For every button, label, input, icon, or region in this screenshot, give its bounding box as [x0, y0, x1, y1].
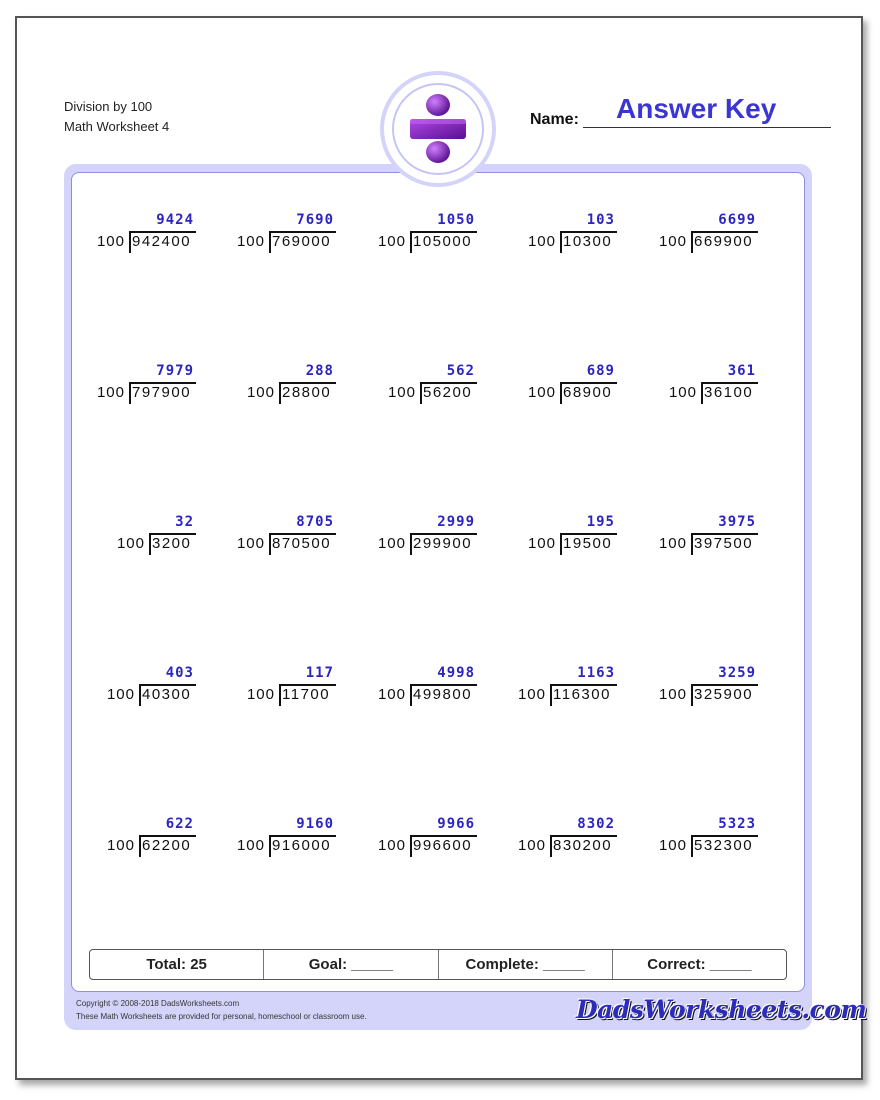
divisor: 100 — [517, 686, 546, 703]
division-problem — [372, 816, 477, 866]
divisor: 100 — [668, 384, 697, 401]
divisor: 100 — [96, 233, 125, 250]
quotient-answer: 361 — [727, 363, 756, 379]
divisor: 100 — [658, 837, 687, 854]
name-field — [530, 90, 832, 130]
dividend: 36100 — [704, 384, 754, 401]
score-correct: Correct: _____ — [647, 956, 752, 973]
answer-key-label: Answer Key — [616, 93, 777, 124]
dividend: 916000 — [272, 837, 332, 854]
dividend: 40300 — [142, 686, 192, 703]
quotient-answer: 4998 — [437, 665, 475, 681]
divisor: 100 — [527, 535, 556, 552]
division-problem — [653, 212, 758, 262]
dividend: 996600 — [413, 837, 473, 854]
divisor: 100 — [246, 384, 275, 401]
quotient-answer: 9424 — [156, 212, 194, 228]
division-problem — [241, 665, 336, 715]
divisor: 100 — [106, 837, 135, 854]
dividend: 532300 — [694, 837, 754, 854]
divisor: 100 — [527, 384, 556, 401]
score-table — [89, 949, 787, 980]
quotient-answer: 32 — [175, 514, 194, 530]
dividend: 10300 — [563, 233, 613, 250]
quotient-answer: 9160 — [296, 816, 334, 832]
dividend: 11700 — [282, 686, 331, 703]
dividend: 870500 — [272, 535, 332, 552]
dividend: 797900 — [132, 384, 192, 401]
dividend: 3200 — [152, 535, 192, 552]
logo-badge — [380, 71, 496, 187]
quotient-answer: 1163 — [577, 665, 615, 681]
divisor: 100 — [377, 233, 406, 250]
divisor: 100 — [246, 686, 275, 703]
dividend: 325900 — [694, 686, 754, 703]
quotient-answer: 1050 — [437, 212, 475, 228]
dividend: 942400 — [132, 233, 192, 250]
division-problem — [372, 212, 477, 262]
divisor: 100 — [236, 535, 265, 552]
divisor: 100 — [658, 686, 687, 703]
quotient-answer: 622 — [165, 816, 194, 832]
dividend: 499800 — [413, 686, 473, 703]
division-problem — [653, 816, 758, 866]
quotient-answer: 403 — [165, 665, 194, 681]
dividend: 830200 — [553, 837, 613, 854]
worksheet-title — [64, 97, 169, 137]
quotient-answer: 288 — [305, 363, 334, 379]
division-problem — [382, 363, 477, 413]
divisor: 100 — [658, 233, 687, 250]
dividend: 669900 — [694, 233, 754, 250]
division-problem — [372, 514, 477, 564]
division-problem — [512, 816, 617, 866]
divisor: 100 — [96, 384, 125, 401]
quotient-answer: 689 — [586, 363, 615, 379]
quotient-answer: 8705 — [296, 514, 334, 530]
dividend: 105000 — [413, 233, 473, 250]
divisor: 100 — [377, 535, 406, 552]
dividend: 116300 — [553, 686, 611, 703]
quotient-answer: 3259 — [718, 665, 756, 681]
usage-notice: These Math Worksheets are provided for personal, homeschool or classroom use. — [76, 1012, 367, 1021]
division-problem — [91, 363, 196, 413]
division-problem — [101, 816, 196, 866]
title-line-2: Math Worksheet 4 — [64, 119, 170, 134]
quotient-answer: 6699 — [718, 212, 756, 228]
dividend: 299900 — [413, 535, 473, 552]
divisor: 100 — [116, 535, 145, 552]
divisor: 100 — [517, 837, 546, 854]
division-sign-icon — [384, 75, 492, 183]
divisor: 100 — [387, 384, 416, 401]
score-total: Total: 25 — [90, 950, 264, 979]
title-line-1: Division by 100 — [64, 99, 153, 114]
brand-logo: DadsWorksheets.com — [576, 995, 867, 1024]
division-problem — [522, 212, 617, 262]
division-problem — [653, 514, 758, 564]
quotient-answer: 2999 — [437, 514, 475, 530]
quotient-answer: 3975 — [718, 514, 756, 530]
dividend: 56200 — [423, 384, 473, 401]
dividend: 68900 — [563, 384, 613, 401]
quotient-answer: 117 — [305, 665, 334, 681]
division-problem — [111, 514, 196, 564]
division-problem — [241, 363, 336, 413]
dividend: 397500 — [694, 535, 754, 552]
dividend: 28800 — [282, 384, 332, 401]
quotient-answer: 103 — [586, 212, 615, 228]
copyright-text: Copyright © 2008-2018 DadsWorksheets.com — [76, 999, 240, 1008]
division-problem — [653, 665, 758, 715]
division-problem — [522, 514, 617, 564]
dividend: 19500 — [563, 535, 613, 552]
division-problem — [101, 665, 196, 715]
problem-frame-inner — [71, 172, 805, 992]
division-problem — [231, 514, 336, 564]
division-problem — [663, 363, 758, 413]
quotient-answer: 5323 — [718, 816, 756, 832]
division-problem — [231, 212, 336, 262]
divisor: 100 — [527, 233, 556, 250]
dividend: 62200 — [142, 837, 192, 854]
divisor: 100 — [236, 233, 265, 250]
divisor: 100 — [377, 686, 406, 703]
division-problem — [91, 212, 196, 262]
score-complete: Complete: _____ — [439, 950, 613, 979]
quotient-answer: 7979 — [156, 363, 194, 379]
divisor: 100 — [106, 686, 135, 703]
quotient-answer: 195 — [586, 514, 615, 530]
name-underline — [583, 127, 831, 128]
division-problem — [512, 665, 617, 715]
division-problem — [231, 816, 336, 866]
dividend: 769000 — [272, 233, 332, 250]
divisor: 100 — [236, 837, 265, 854]
score-goal: Goal: _____ — [264, 950, 438, 979]
quotient-answer: 8302 — [577, 816, 615, 832]
divisor: 100 — [377, 837, 406, 854]
division-problem — [372, 665, 477, 715]
footer-copyright — [76, 997, 367, 1023]
quotient-answer: 9966 — [437, 816, 475, 832]
name-label: Name: — [530, 111, 579, 128]
division-problem — [522, 363, 617, 413]
divisor: 100 — [658, 535, 687, 552]
quotient-answer: 7690 — [296, 212, 334, 228]
quotient-answer: 562 — [446, 363, 475, 379]
